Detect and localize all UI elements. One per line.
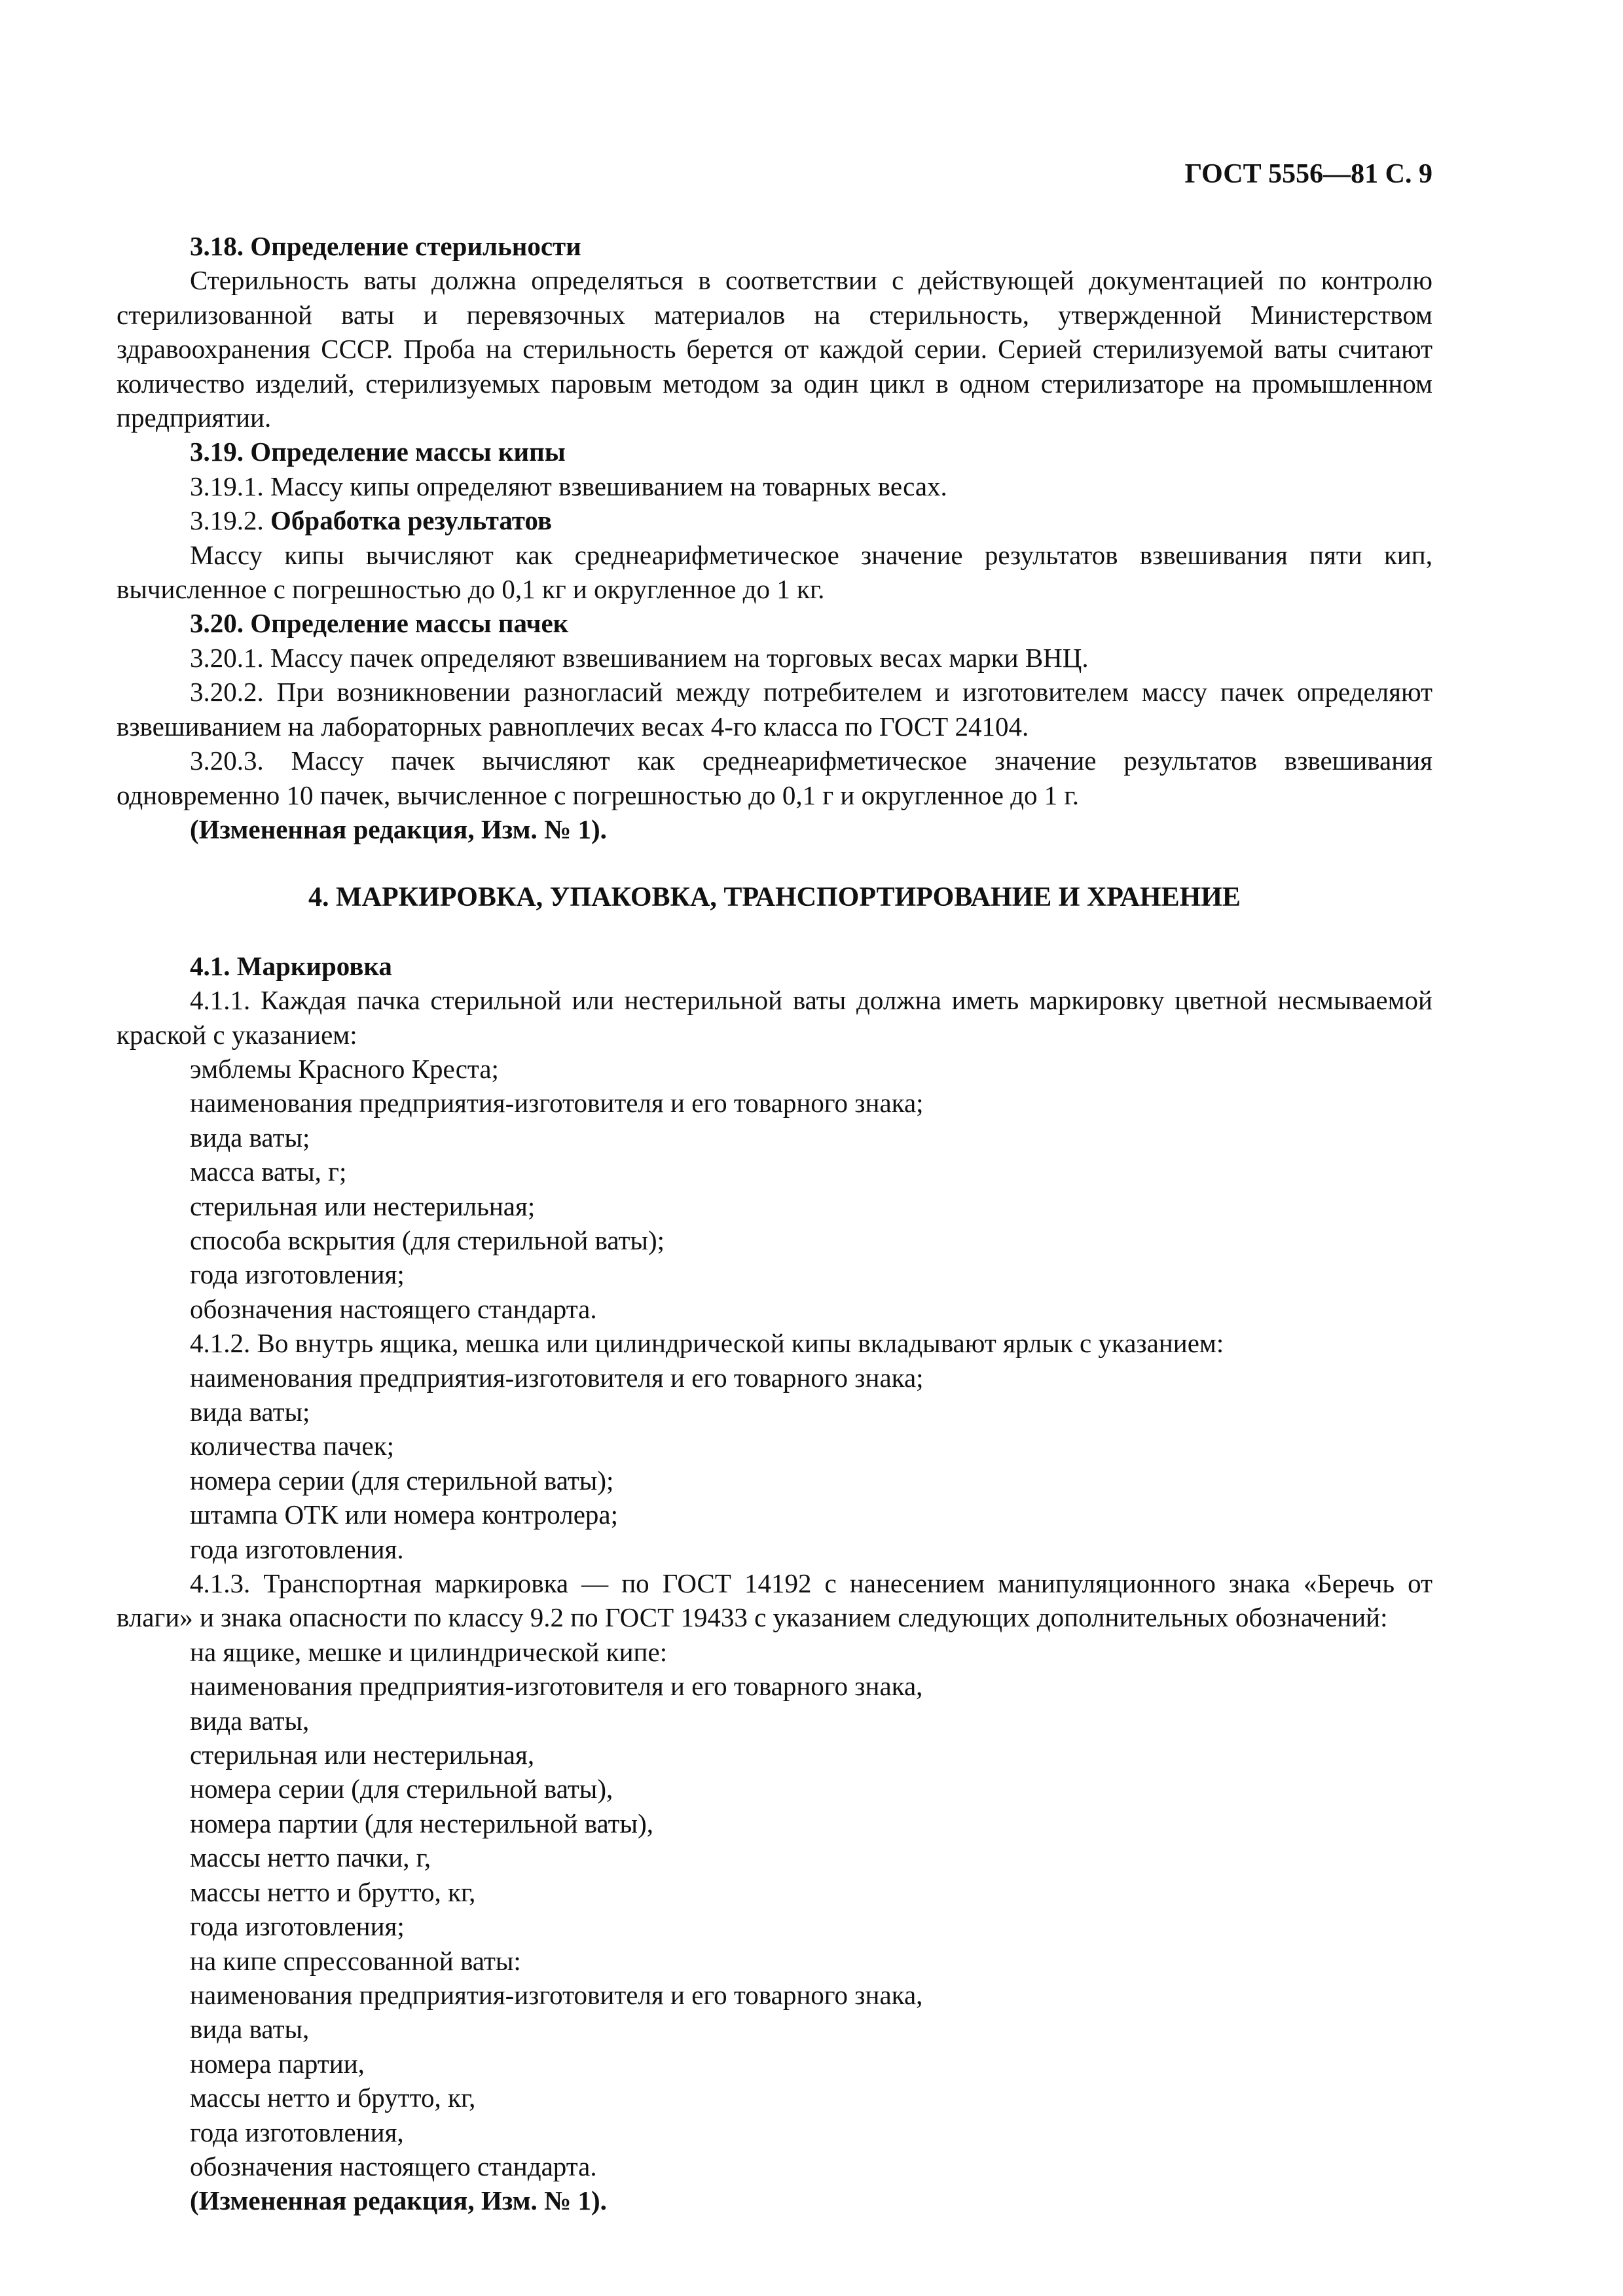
clause-number: 3.19.2. xyxy=(190,505,264,536)
list-item: на кипе спрессованной ваты: xyxy=(190,1945,521,1976)
paragraph-3-20-2: 3.20.2. При возникновении разногласий между потребителем и изготовителем массу пачек определяют взвешиванием на лабораторных равноплечих весах 4-го класса по ГОСТ 24104. xyxy=(117,677,1432,742)
list-item: номера серии (для стерильной ваты); xyxy=(190,1465,614,1496)
list-item: количества пачек; xyxy=(190,1431,395,1462)
amendment-note: (Измененная редакция, Изм. № 1). xyxy=(190,2185,607,2216)
page-header xyxy=(117,157,1432,191)
list-item: вида ваты; xyxy=(190,1397,310,1427)
list-item: вида ваты, xyxy=(190,2014,310,2045)
list-item: обозначения настоящего стандарта. xyxy=(190,2151,597,2181)
list-item: массы нетто и брутто, кг, xyxy=(190,2083,476,2113)
document-body xyxy=(117,229,1432,2218)
list-item: вида ваты, xyxy=(190,1705,310,1736)
list-item: года изготовления; xyxy=(190,1911,405,1942)
marking-list-2 xyxy=(117,1361,1432,1566)
heading-3-20: 3.20. Определение массы пачек xyxy=(190,608,569,639)
paragraph-4-1-2: 4.1.2. Во внутрь ящика, мешка или цилиндрической кипы вкладывают ярлык с указанием: xyxy=(190,1328,1224,1359)
list-item: способа вскрытия (для стерильной ваты); xyxy=(190,1225,665,1255)
list-item: наименования предприятия-изготовителя и его товарного знака, xyxy=(190,1979,923,2010)
list-item: стерильная или нестерильная; xyxy=(190,1191,536,1221)
paragraph-3-19-2-text: Массу кипы вычисляют как среднеарифметическое значение результатов взвешивания пяти кип, вычисленное с погрешностью до 0,1 кг и округленное до 1 кг. xyxy=(117,539,1432,605)
paragraph-4-1-3: 4.1.3. Транспортная маркировка — по ГОСТ 14192 с нанесением манипуляционного знака «Беречь от влаги» и знака опасности по классу 9.2 по ГОСТ 19433 с указанием следующих дополнительных обозначений: xyxy=(117,1568,1432,1633)
paragraph-3-20-1: 3.20.1. Массу пачек определяют взвешиванием на торговых весах марки ВНЦ. xyxy=(190,642,1089,673)
paragraph-3-20-3: 3.20.3. Массу пачек вычисляют как среднеарифметическое значение результатов взвешивания одновременно 10 пачек, вычисленное с погрешностью до 0,1 г и округленное до 1 г. xyxy=(117,745,1432,810)
clause-title: Обработка результатов xyxy=(270,505,553,536)
heading-3-19: 3.19. Определение массы кипы xyxy=(190,437,566,467)
paragraph-4-1-1: 4.1.1. Каждая пачка стерильной или нестерильной ваты должна иметь маркировку цветной несмываемой краской с указанием: xyxy=(117,985,1432,1050)
heading-4-1: 4.1. Маркировка xyxy=(190,950,392,981)
list-item: массы нетто пачки, г, xyxy=(190,1842,431,1873)
list-item: обозначения настоящего стандарта. xyxy=(190,1293,597,1324)
list-item: номера серии (для стерильной ваты), xyxy=(190,1774,613,1804)
list-item: года изготовления. xyxy=(190,1534,404,1564)
heading-3-18: 3.18. Определение стерильности xyxy=(190,231,581,261)
marking-list-3 xyxy=(117,1635,1432,2184)
list-item: номера партии (для нестерильной ваты), xyxy=(190,1808,654,1839)
list-item: на ящике, мешке и цилиндрической кипе: xyxy=(190,1636,668,1667)
list-item: года изготовления, xyxy=(190,2117,404,2147)
page-label: ГОСТ 5556—81 С. 9 xyxy=(1184,159,1432,189)
list-item: масса ваты, г; xyxy=(190,1157,347,1187)
list-item: наименования предприятия-изготовителя и его товарного знака; xyxy=(190,1362,924,1393)
marking-list-1 xyxy=(117,1052,1432,1326)
section-4-title: 4. МАРКИРОВКА, УПАКОВКА, ТРАНСПОРТИРОВАНИЕ И ХРАНЕНИЕ xyxy=(308,882,1241,913)
list-item: года изготовления; xyxy=(190,1259,405,1290)
list-item: штампа ОТК или номера контролера; xyxy=(190,1499,619,1530)
list-item: номера партии, xyxy=(190,2048,365,2079)
paragraph-3-18: Стерильность ваты должна определяться в соответствии с действующей документацией по контролю стерилизованной ваты и перевязочных материалов на стерильность, утвержденной Министерством здравоохранения СССР. Проба на стерильность берется от каждой серии. Серией стерилизуемой ваты считают количество изделий, стерилизуемых паровым методом за один цикл в одном стерилизаторе на промышленном предприятии. xyxy=(117,265,1432,433)
paragraph-3-19-2 xyxy=(117,503,1432,537)
list-item: эмблемы Красного Креста; xyxy=(190,1053,499,1084)
amendment-note: (Измененная редакция, Изм. № 1). xyxy=(190,814,607,844)
list-item: наименования предприятия-изготовителя и его товарного знака, xyxy=(190,1671,923,1702)
paragraph-3-19-1: 3.19.1. Массу кипы определяют взвешиванием на товарных весах. xyxy=(190,471,947,501)
list-item: стерильная или нестерильная, xyxy=(190,1740,535,1770)
list-item: наименования предприятия-изготовителя и его товарного знака; xyxy=(190,1088,924,1119)
list-item: массы нетто и брутто, кг, xyxy=(190,1876,476,1907)
list-item: вида ваты; xyxy=(190,1122,310,1153)
